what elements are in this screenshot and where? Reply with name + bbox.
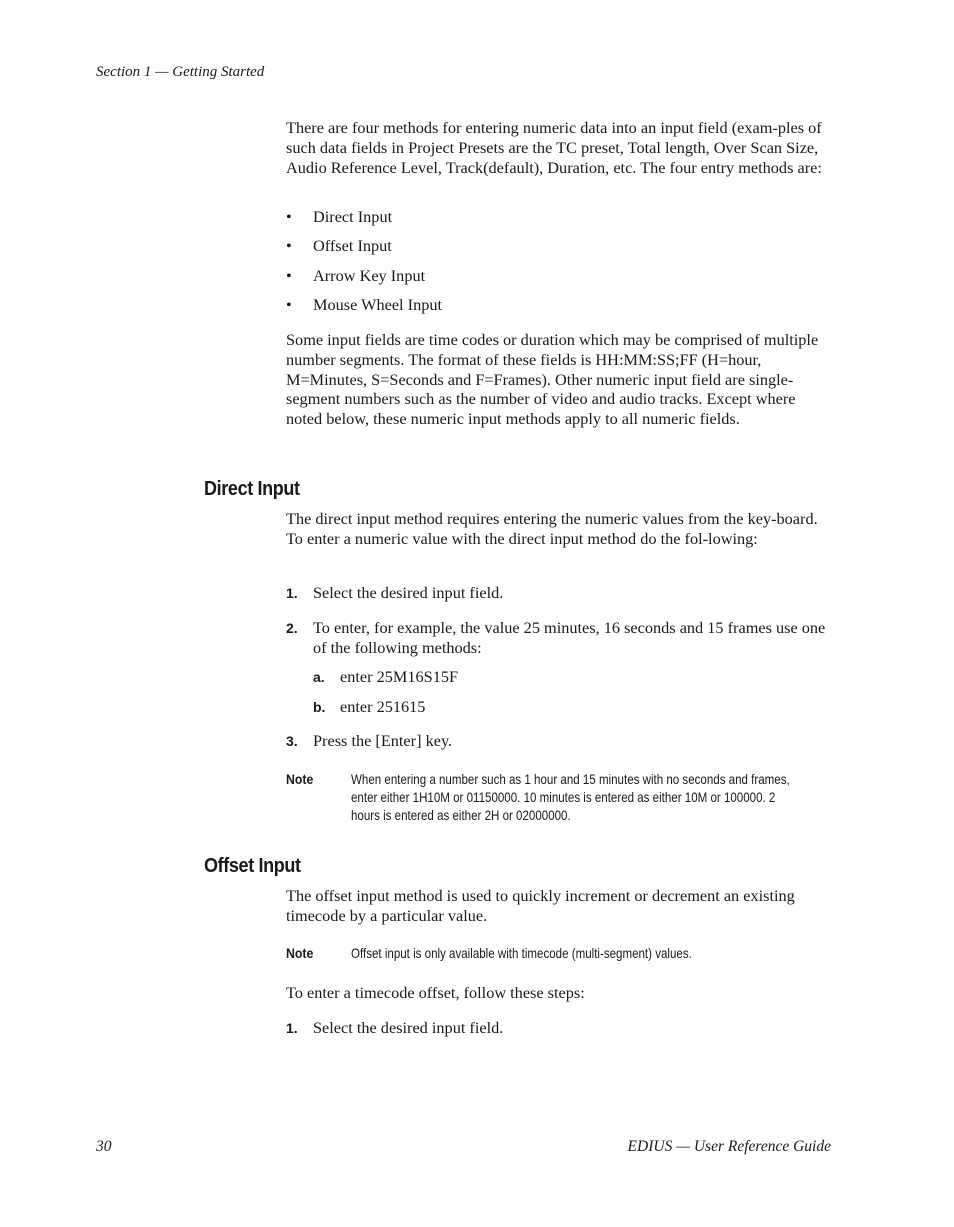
step-text: Select the desired input field. (313, 583, 504, 602)
method-label: Direct Input (313, 207, 393, 226)
note-label: Note (286, 945, 314, 961)
method-label: Offset Input (313, 236, 392, 255)
bullet-icon: • (286, 236, 292, 255)
bullet-icon: • (286, 266, 292, 285)
offset-input-paragraph-2: To enter a timecode offset, follow these steps: (286, 983, 585, 1002)
direct-input-paragraph: The direct input method requires entering the numeric values from the key-board. To enter a numeric value with the direct input method do the fol-lowing: (286, 509, 818, 548)
step-number: 1. (286, 585, 298, 601)
step-text: Press the [Enter] key. (313, 731, 453, 750)
substep-text: enter 25M16S15F (340, 667, 459, 686)
note-text: Offset input is only available with timecode (multi-segment) values. (351, 946, 692, 961)
substep-letter: a. (313, 669, 325, 685)
offset-input-paragraph: The offset input method is used to quickly increment or decrement an existing timecode by a particular value. (286, 886, 795, 925)
step-number: 2. (286, 620, 298, 636)
intro-paragraph-2: Some input fields are time codes or duration which may be comprised of multiple number segments. The format of these fields is HH:MM:SS;FF (H=hour, M=Minutes, S=Seconds and F=Frames). Other numeric input field are single-segment numbers such as the number of video and audio tracks. Except where noted below, these numeric input methods apply to all numeric fields. (286, 330, 819, 429)
section-heading-offset-input: Offset Input (204, 855, 301, 877)
step-number: 3. (286, 733, 298, 749)
step-text: Select the desired input field. (313, 1018, 504, 1037)
note-text: When entering a number such as 1 hour and 15 minutes with no seconds and frames, enter either 1H10M or 01150000. 10 minutes is entered as either 10M or 100000. 2 hours is entered as either 2H or 02000000. (351, 772, 790, 823)
running-header: Section 1 — Getting Started (96, 64, 265, 80)
section-heading-direct-input: Direct Input (204, 478, 300, 500)
step-number: 1. (286, 1020, 298, 1036)
bullet-icon: • (286, 295, 292, 314)
method-label: Mouse Wheel Input (313, 295, 443, 314)
substep-text: enter 251615 (340, 697, 426, 716)
step-text: To enter, for example, the value 25 minutes, 16 seconds and 15 frames use one of the following methods: (313, 618, 826, 657)
substep-letter: b. (313, 699, 326, 715)
page-number: 30 (96, 1138, 112, 1155)
bullet-icon: • (286, 207, 292, 226)
method-label: Arrow Key Input (313, 266, 426, 285)
intro-paragraph: There are four methods for entering numeric data into an input field (exam-ples of such data fields in Project Presets are the TC preset, Total length, Over Scan Size, Audio Reference Level, Track(default), Duration, etc. The four entry methods are: (286, 118, 822, 177)
running-footer: EDIUS — User Reference Guide (627, 1138, 831, 1155)
note-label: Note (286, 771, 314, 787)
